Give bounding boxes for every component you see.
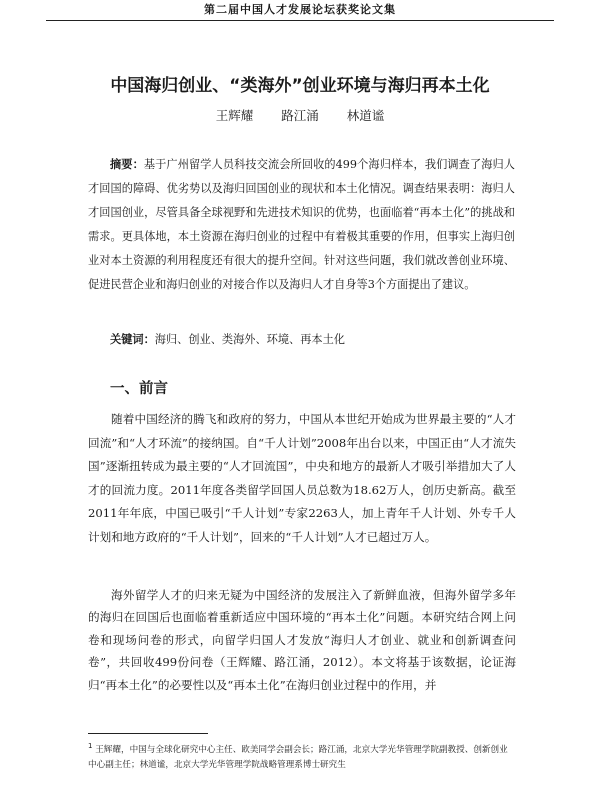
abstract-text: 基于广州留学人员科技交流会所回收的499个海归样本，我们调查了海归人才回国的障碍、优劣势以及海归回国创业的现状和本土化情况。调查结果表明：海归人才回国创业，尽管具备全球视野和先进技术知识的优势，也面临着“再本土化”的挑战和需求。更具体地，本土资源在海归创业的过程中有着极其重要的作用，但事实上海归创业对本土资源的利用程度还有很大的提升空间。针对这些问题，我们就改善创业环境、促进民营企业和海归创业的对接合作以及海归人才自身等3个方面提出了建议。 <box>88 158 515 291</box>
footnote-rule <box>88 733 208 734</box>
keywords <box>110 329 515 350</box>
footnote-marker: 1 <box>88 742 93 750</box>
footnote <box>88 739 516 773</box>
author-name: 路江涌 <box>281 108 319 123</box>
section-heading: 一、前言 <box>110 381 168 397</box>
paper-title: 中国海归创业、“类海外”创业环境与海归再本土化 <box>110 76 490 96</box>
abstract <box>88 152 515 297</box>
running-head: 第二届中国人才发展论坛获奖论文集 <box>204 3 396 16</box>
keywords-label: 关键词： <box>110 332 155 346</box>
author-name: 王辉耀 <box>215 108 254 123</box>
author-list <box>0 107 600 125</box>
abstract-label: 摘要： <box>110 157 144 171</box>
body-paragraph: 海外留学人才的归来无疑为中国经济的发展注入了新鲜血液，但海外留学多年的海归在回国后也面临着重新适应中国环境的“再本土化”问题。本研究结合网上问卷和现场问卷的形式，向留学归国人才发放“海归人才创业、就业和创新调查问卷”，共回收499份问卷（王辉耀、路江涌，2012）。本文将基于该数据，论证海归“再本土化”的必要性以及“再本土化”在海归创业过程中的作用，并 <box>88 588 516 692</box>
keywords-text: 海归、创业、类海外、环境、再本土化 <box>154 333 345 346</box>
author-name: 林道谧 <box>346 108 385 123</box>
header-rule <box>46 20 554 21</box>
body-paragraph: 随着中国经济的腾飞和政府的努力，中国从本世纪开始成为世界最主要的“人才回流”和“人才环流”的接纳国。自“千人计划”2008年出台以来，中国正由“人才流失国”逐渐扭转成为最主要的“人才回流国”，中央和地方的最新人才吸引举措加大了人才的回流力度。2011年度各类留学回国人员总数为18.62万人，创历史新高。截至2011年年底，中国已吸引“千人计划”专家2263人，加上青年千人计划、外专千人计划和地方政府的“千人计划”，回来的“千人计划”人才已超过万人。 <box>88 412 516 544</box>
footnote-text: 王辉耀，中国与全球化研究中心主任、欧美同学会副会长；路江涌，北京大学光华管理学院副教授、创新创业中心副主任；林道谧，北京大学光华管理学院战略管理系博士研究生 <box>88 744 508 770</box>
